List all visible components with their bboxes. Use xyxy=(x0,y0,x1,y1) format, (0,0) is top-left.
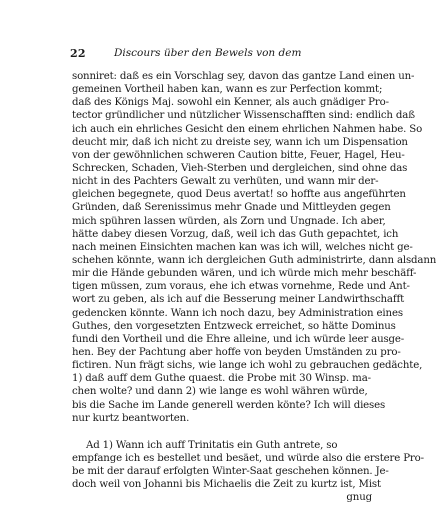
text-line: 1) daß auff dem Guthe quaest. die Probe mit 30 Winsp. ma- xyxy=(72,373,371,385)
text-line: Gründen, daß Serenissimus mehr Gnade und Mittleyden gegen xyxy=(72,202,391,214)
text-line: mir die Hände gebunden wären, und ich würde mich mehr beschäff- xyxy=(72,268,417,280)
paragraph-1 xyxy=(72,70,436,425)
text-line: nicht in des Pachters Gewalt zu verhüten, und wann mir der- xyxy=(72,176,379,188)
text-line: empfange ich es bestellet und besäet, und würde also die erstere Pro- xyxy=(72,452,424,464)
text-line: ich auch ein ehrliches Gesicht den einem ehrlichen Nahmen habe. So xyxy=(72,123,423,135)
text-line: gleichen begegnete, quod Deus avertat! so hoffte aus angeführten xyxy=(72,189,406,201)
text-line: sonniret: daß es ein Vorschlag sey, davon das gantze Land einen un- xyxy=(72,71,415,82)
text-line: Ad 1) Wann ich auff Trinitatis ein Guth antrete, so xyxy=(86,439,338,451)
text-line: nur kurtz beantworten. xyxy=(72,412,190,424)
text-line: schehen könnte, wann ich dergleichen Guth administrirte, dann alsdann xyxy=(72,254,436,266)
text-line: hen. Bey der Pachtung aber hoffe von beyden Umständen zu pro- xyxy=(72,346,401,358)
running-title: Discours über den Bewels von dem xyxy=(114,47,302,59)
text-line: bis die Sache im Lande generell werden könte? Ich will dieses xyxy=(72,399,386,411)
page-header xyxy=(70,47,370,63)
text-line: wort zu geben, als ich auf die Besserung meiner Landwirthschafft xyxy=(72,294,405,306)
text-line: fictiren. Nun frägt sichs, wie lange ich wohl zu gebrauchen gedächte, xyxy=(72,360,423,372)
text-line: fundi den Vortheil und die Ehre alleine, und ich würde leer ausge- xyxy=(72,333,405,345)
text-line: chen wolte? und dann 2) wie lange es wohl währen würde, xyxy=(72,386,368,398)
page-number: 22 xyxy=(70,47,86,60)
paragraph-2 xyxy=(72,439,424,505)
text-line: Guthes, den vorgesetzten Entzweck erreichet, so hätte Dominus xyxy=(72,320,396,332)
text-line: doch weil von Johanni bis Michaelis die Zeit zu kurtz ist, Mist xyxy=(72,479,381,491)
text-line: gedencken könnte. Wann ich noch dazu, bey Administration eines xyxy=(72,307,403,319)
text-line: Schrecken, Schaden, Vieh-Sterben und dergleichen, sind ohne das xyxy=(72,162,408,174)
text-line: mich spühren lassen würden, als Zorn und Ungnade. Ich aber, xyxy=(72,215,386,227)
text-line: tector gründlicher und nützlicher Wissenschafften sind: endlich daß xyxy=(72,110,415,122)
text-line: daß des Königs Maj. sowohl ein Kenner, als auch gnädiger Pro- xyxy=(72,97,389,109)
text-line: be mit der darauf erfolgten Winter-Saat geschehen können. Je- xyxy=(72,466,389,478)
text-line: gemeinen Vortheil haben kan, wann es zur Perfection kommt; xyxy=(72,84,383,96)
text-line: von der gewöhnlichen schweren Caution bitte, Feuer, Hagel, Heu- xyxy=(72,149,405,161)
text-line: hätte dabey diesen Vorzug, daß, weil ich das Guth gepachtet, ich xyxy=(72,228,399,240)
text-line: tigen müssen, zum voraus, ehe ich etwas vornehme, Rede und Ant- xyxy=(72,281,410,293)
paragraph-gap xyxy=(72,425,372,439)
text-line: nach meinen Einsichten machen kan was ich will, welches nicht ge- xyxy=(72,241,413,253)
catchword: gnug xyxy=(346,492,372,504)
text-line: deucht mir, daß ich nicht zu dreiste sey, wann ich um Dispensation xyxy=(72,136,408,148)
body-text xyxy=(72,70,436,505)
